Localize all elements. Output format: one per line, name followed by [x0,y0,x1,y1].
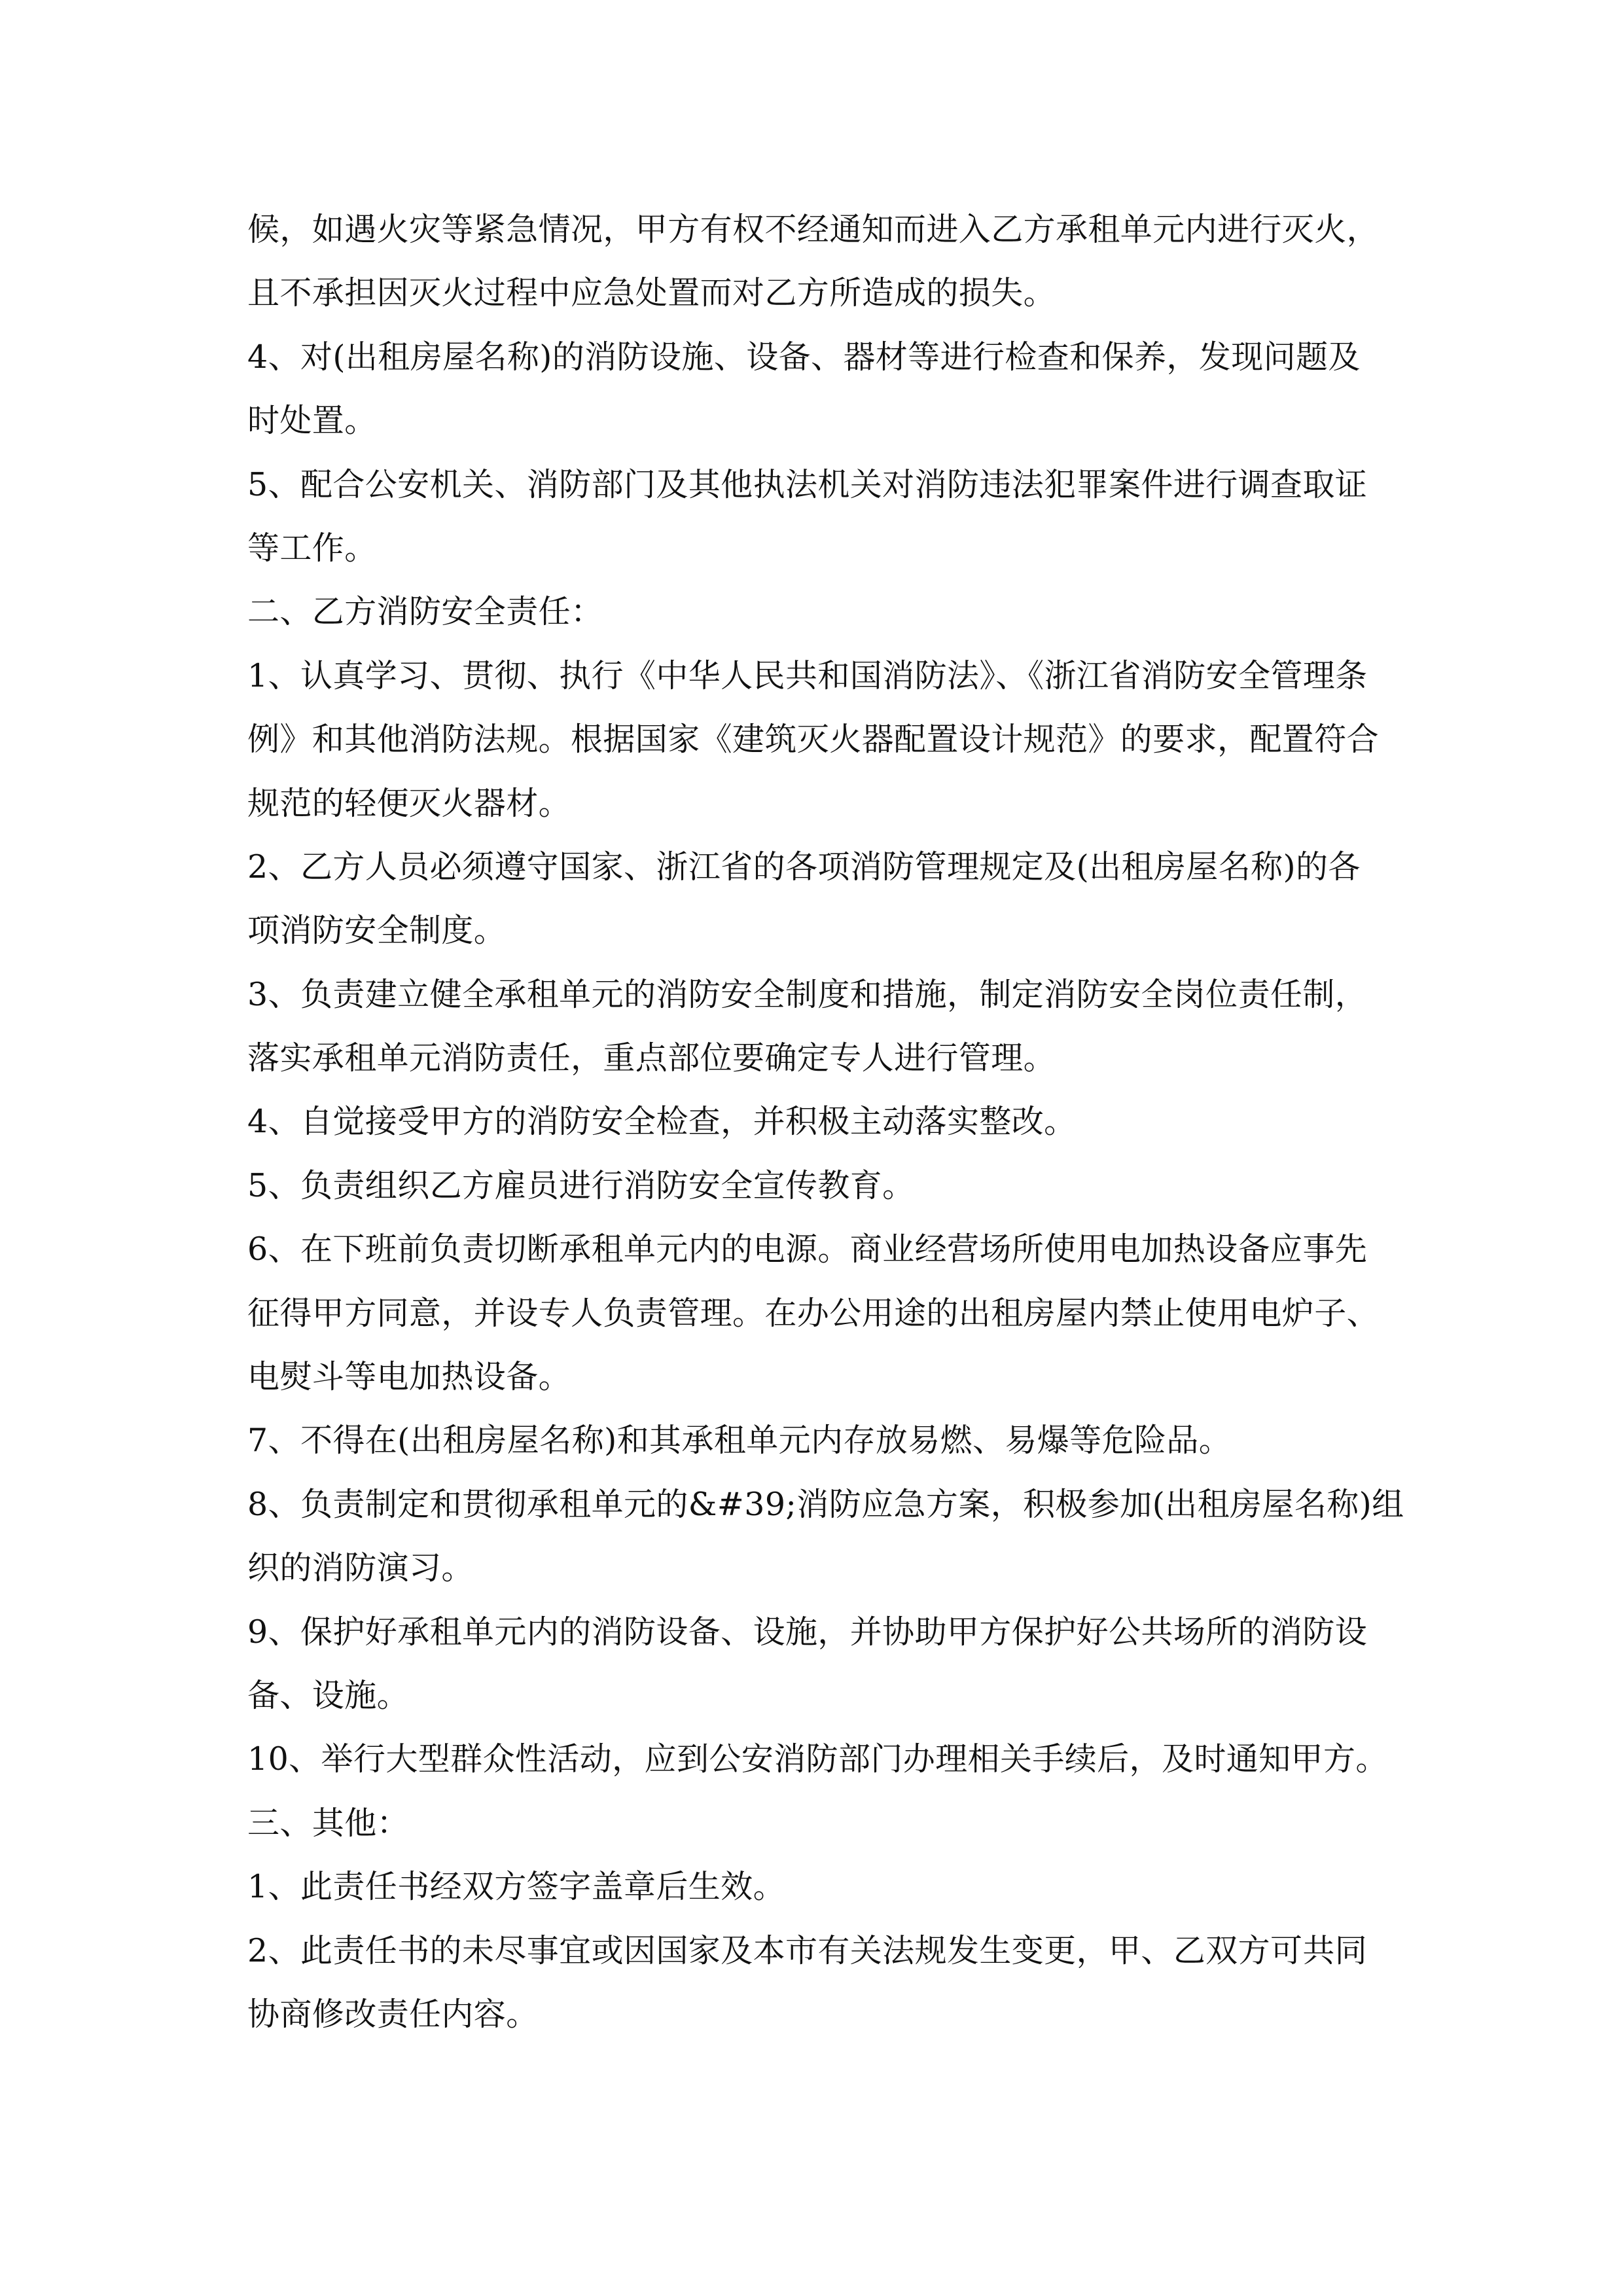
text-line: 备、设施。 [247,1676,410,1714]
text-line: 2、此责任书的未尽事宜或因国家及本市有关法规发生变更，甲、乙双方可共同 [247,1931,1368,1969]
text-line: 等工作。 [247,529,377,567]
text-line: 项消防安全制度。 [247,912,507,950]
text-line: 10、举行大型群众性活动，应到公安消防部门办理相关手续后，及时通知甲方。 [247,1740,1388,1778]
text-line: 5、负责组织乙方雇员进行消防安全宣传教育。 [247,1166,915,1204]
text-line: 织的消防演习。 [247,1549,474,1587]
text-line: 8、负责制定和贯彻承租单元的&#39;消防应急方案，积极参加(出租房屋名称)组 [247,1485,1404,1523]
text-line: 协商修改责任内容。 [247,1995,539,2033]
text-line: 落实承租单元消防责任，重点部位要确定专人进行管理。 [247,1039,1056,1077]
text-line: 二、乙方消防安全责任： [247,593,603,631]
document-body [247,198,1425,2046]
text-line: 4、自觉接受甲方的消防安全检查，并积极主动落实整改。 [247,1103,1077,1141]
text-line: 7、不得在(出租房屋名称)和其承租单元内存放易燃、易爆等危险品。 [247,1422,1232,1460]
text-line: 三、其他： [247,1804,410,1842]
text-line: 时处置。 [247,402,377,440]
text-line: 6、在下班前负责切断承租单元内的电源。商业经营场所使用电加热设备应事先 [247,1230,1368,1268]
text-line: 5、配合公安机关、消防部门及其他执法机关对消防违法犯罪案件进行调查取证 [247,465,1368,503]
text-line: 3、负责建立健全承租单元的消防安全制度和措施，制定消防安全岗位责任制， [247,975,1368,1013]
text-line: 规范的轻便灭火器材。 [247,784,571,822]
text-line: 电熨斗等电加热设备。 [247,1358,571,1396]
text-line: 1、此责任书经双方签字盖章后生效。 [247,1868,785,1906]
text-line: 且不承担因灭火过程中应急处置而对乙方所造成的损失。 [247,274,1056,312]
text-line: 候，如遇火灾等紧急情况，甲方有权不经通知而进入乙方承租单元内进行灭火， [247,211,1380,248]
text-line: 4、对(出租房屋名称)的消防设施、设备、器材等进行检查和保养，发现问题及 [247,338,1361,376]
text-line: 2、乙方人员必须遵守国家、浙江省的各项消防管理规定及(出租房屋名称)的各 [247,848,1361,886]
text-line: 征得甲方同意，并设专人负责管理。在办公用途的出租房屋内禁止使用电炉子、 [247,1294,1380,1332]
text-line: 9、保护好承租单元内的消防设备、设施，并协助甲方保护好公共场所的消防设 [247,1613,1368,1651]
text-line: 例》和其他消防法规。根据国家《建筑灭火器配置设计规范》的要求，配置符合 [247,721,1380,759]
text-line: 1、认真学习、贯彻、执行《中华人民共和国消防法》、《浙江省消防安全管理条 [247,656,1368,694]
